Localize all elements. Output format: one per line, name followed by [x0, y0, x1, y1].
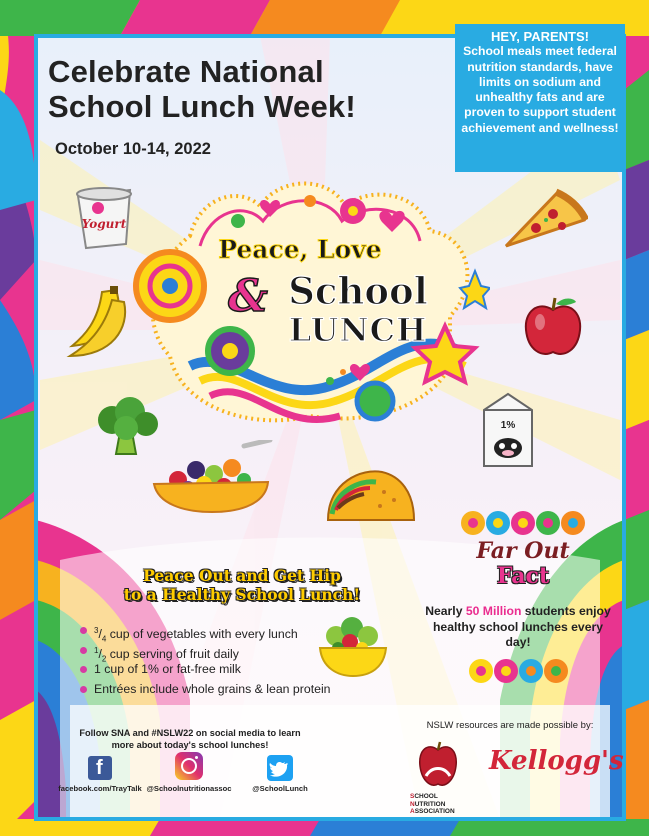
tips-heading	[82, 566, 402, 604]
logo-line-3: LUNCH	[288, 311, 428, 349]
parents-callout-header: HEY, PARENTS!	[491, 29, 589, 44]
resources-text: NSLW resources are made possible by:	[426, 720, 594, 731]
sna-a-rest: SSOCIATION	[414, 808, 455, 815]
bullet-icon	[80, 666, 87, 673]
yogurt-illustration	[68, 186, 140, 252]
far-out-line-1: Far Out	[476, 538, 570, 564]
tip-text: cup serving of fruit daily	[106, 646, 239, 661]
instagram-icon[interactable]	[175, 752, 203, 780]
fact-pre: Nearly	[425, 604, 466, 618]
logo-line-1: Peace, Love	[218, 235, 382, 264]
banana-illustration	[54, 282, 134, 362]
bullet-icon	[80, 686, 87, 693]
instagram-link[interactable]: @Schoolnutritionassoc	[146, 784, 232, 793]
fact-highlight: 50 Million	[465, 604, 522, 618]
sna-n-rest: UTRITION	[414, 800, 446, 808]
flower-row-bottom	[466, 656, 582, 686]
tips-heading-line-2: to a Healthy School Lunch!	[123, 585, 361, 604]
sna-logo	[416, 740, 460, 792]
tip-item: $^1/_2$ cup serving of fruit daily	[80, 641, 331, 661]
fact-text	[420, 604, 616, 651]
page-title	[48, 54, 458, 124]
right-rainbow-stripes	[624, 0, 649, 836]
logo-line-2: School	[288, 269, 428, 313]
parents-callout-body: School meals meet federal nutrition standards, have limits on sodium and unhealthy fats and are proven to support student achievement and wellness!	[461, 44, 619, 135]
sna-s: S	[410, 793, 415, 800]
title-line-1: Celebrate National	[48, 54, 324, 89]
far-out-fact-title	[448, 538, 598, 588]
milk-carton-illustration	[474, 390, 540, 470]
facebook-link[interactable]: facebook.com/TrayTalk	[58, 784, 142, 793]
fruit-bowl-illustration	[148, 440, 278, 514]
fact-post: students enjoy healthy school lunches every day!	[432, 604, 611, 649]
fraction-denominator: 4	[101, 634, 107, 644]
tip-text: cup of vegetables with every lunch	[106, 627, 298, 642]
tips-list	[80, 621, 331, 699]
tip-item: $^3/_4$ cup of vegetables with every lunch	[80, 621, 331, 641]
facebook-icon[interactable]: f	[88, 756, 112, 780]
tip-text: 1 cup of 1% or fat-free milk	[94, 662, 241, 676]
tips-heading-line-1: Peace Out and Get Hip	[143, 566, 341, 585]
sna-n: N	[410, 800, 415, 808]
sna-a: A	[410, 808, 415, 815]
social-text: Follow SNA and #NSLW22 on social media to learn more about today's school lunches!	[79, 728, 301, 750]
peace-love-logo	[130, 176, 490, 436]
far-out-line-2: Fact	[496, 563, 550, 589]
event-date: October 10-14, 2022	[55, 140, 211, 158]
fraction-numerator: 1	[94, 645, 99, 655]
sna-wordmark	[410, 793, 455, 816]
sna-s-rest: CHOOL	[414, 793, 438, 800]
taco-illustration	[322, 462, 418, 526]
apple-illustration	[520, 294, 586, 360]
kelloggs-logo: Kellogg's	[489, 746, 624, 776]
tip-item	[80, 680, 331, 700]
logo-ampersand: &	[228, 271, 268, 322]
yogurt-label: Yogurt	[81, 217, 127, 231]
milk-label: 1%	[500, 420, 516, 431]
tip-text: Entrées include whole grains & lean protein	[94, 681, 331, 696]
bullet-icon	[80, 647, 87, 654]
bullet-icon	[80, 627, 87, 634]
flower-row-top	[458, 508, 588, 538]
twitter-link[interactable]: @SchoolLunch	[252, 784, 308, 793]
title-line-2: School Lunch Week!	[48, 89, 356, 124]
fraction-numerator: 3	[94, 626, 99, 635]
fraction-denominator: 2	[101, 654, 107, 664]
tip-item	[80, 660, 331, 680]
parents-callout	[455, 24, 625, 172]
twitter-icon[interactable]	[267, 755, 293, 781]
pizza-illustration	[498, 186, 588, 256]
